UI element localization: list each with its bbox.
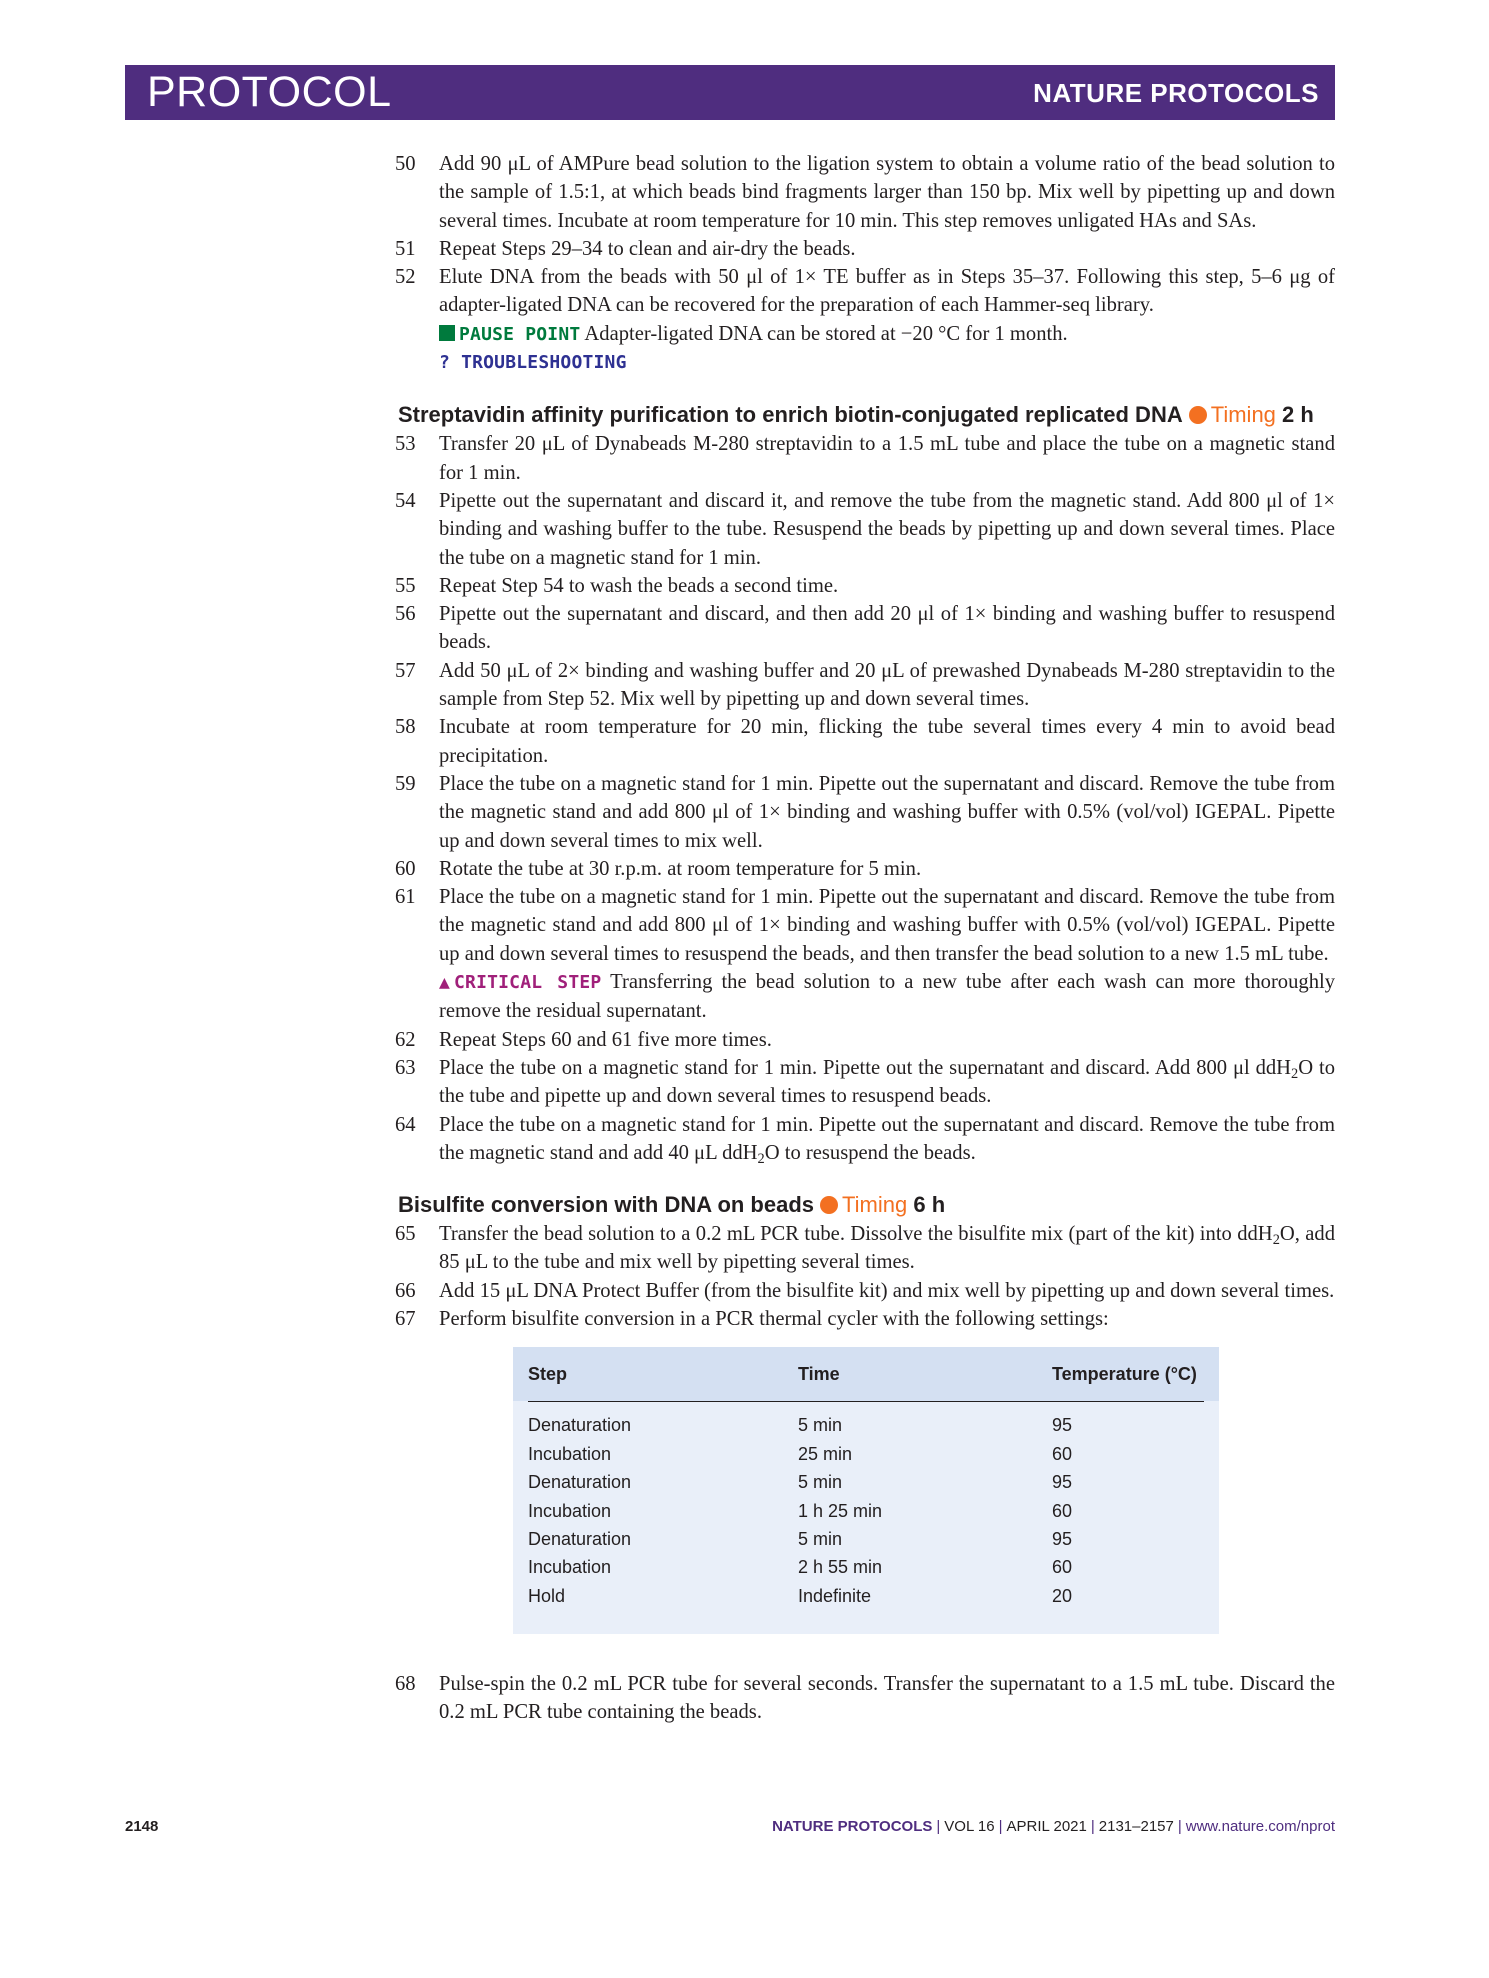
- section-title: Bisulfite conversion with DNA on beads: [398, 1192, 815, 1218]
- step-58: [395, 713, 1335, 770]
- pause-point-text: Adapter-ligated DNA can be stored at −20 °C for 1 month.: [584, 322, 1068, 345]
- footer-volume: VOL 16: [944, 1818, 995, 1835]
- step-number: 63: [395, 1056, 416, 1079]
- step-67: [395, 1305, 1335, 1333]
- timing-dot-icon: [820, 1196, 838, 1214]
- table-header-temperature: Temperature (°C): [1052, 1363, 1197, 1384]
- thermal-cycler-table: [513, 1347, 1219, 1634]
- pause-square-icon: [439, 325, 455, 341]
- step-text: Transfer the bead solution to a 0.2 mL PCR tube. Dissolve the bisulfite mix (part of the kit) into ddH$_2$O, add 85 μL to the tube and mix well by pipetting several times.: [439, 1223, 1336, 1274]
- step-number: 60: [395, 857, 416, 880]
- step-53: [395, 430, 1335, 487]
- page-footer: [125, 1818, 1335, 1840]
- table-header-row: [513, 1347, 1219, 1401]
- step-text: Repeat Step 54 to wash the beads a second time.: [439, 574, 839, 597]
- step-number: 58: [395, 716, 416, 739]
- header-bar: [125, 65, 1335, 120]
- steps-group-b: [395, 430, 1335, 1167]
- critical-triangle-icon: ▲: [439, 972, 454, 994]
- step-number: 59: [395, 772, 416, 795]
- step-59: [395, 770, 1335, 855]
- step-number: 62: [395, 1028, 416, 1051]
- step-50: [395, 150, 1335, 235]
- footer-date: APRIL 2021: [1006, 1818, 1087, 1835]
- step-text: Rotate the tube at 30 r.p.m. at room temperature for 5 min.: [439, 857, 922, 880]
- step-number: 57: [395, 659, 416, 682]
- step-63: [395, 1054, 1335, 1111]
- critical-step: [439, 968, 1335, 1026]
- table-row: Incubation 2 h 55 min 60: [528, 1557, 1073, 1578]
- table-row: Denaturation 5 min 95: [528, 1472, 1073, 1493]
- step-number: 68: [395, 1673, 416, 1696]
- step-text: Perform bisulfite conversion in a PCR thermal cycler with the following settings:: [439, 1307, 1109, 1330]
- table-row: Denaturation 5 min 95: [528, 1415, 1073, 1436]
- footer-citation: NATURE PROTOCOLS | VOL 16 | APRIL 2021 | 2131–2157 | www.nature.com/nprot: [772, 1818, 1335, 1835]
- step-68: [395, 1670, 1335, 1727]
- troubleshooting-link[interactable]: ? TROUBLESHOOTING: [439, 352, 627, 374]
- step-number: 67: [395, 1307, 416, 1330]
- critical-step-text: Transferring the bead solution to a new tube after each wash can more thoroughly remove the residual supernatant.: [439, 971, 1336, 1023]
- section-heading-streptavidin: [398, 400, 1335, 430]
- step-64: [395, 1111, 1335, 1168]
- step-text: Incubate at room temperature for 20 min, flicking the tube several times every 4 min to avoid bead precipitation.: [439, 716, 1335, 767]
- table-header-step: Step: [528, 1363, 568, 1384]
- step-text: Elute DNA from the beads with 50 μl of 1× TE buffer as in Steps 35–37. Following this step, 5–6 μg of adapter-ligated DNA can be recovered for the preparation of each Hammer-seq library.: [439, 266, 1335, 317]
- step-text: Add 15 μL DNA Protect Buffer (from the bisulfite kit) and mix well by pipetting up and down several times.: [439, 1279, 1335, 1302]
- timing-value: 2 h: [1282, 402, 1314, 428]
- footer-url-link[interactable]: www.nature.com/nprot: [1185, 1818, 1335, 1835]
- step-61: [395, 883, 1335, 1025]
- step-text: Transfer 20 μL of Dynabeads M-280 streptavidin to a 1.5 mL tube and place the tube on a magnetic stand for 1 min.: [439, 433, 1335, 484]
- step-text: Place the tube on a magnetic stand for 1 min. Pipette out the supernatant and discard. Add 800 μl ddH$_2$O to the tube and pipette up and down several times to resuspend beads.: [439, 1056, 1335, 1108]
- step-text: Place the tube on a magnetic stand for 1 min. Pipette out the supernatant and discard. Remove the tube from the magnetic stand and add 800 μl of 1× binding and washing buffer with 0.5% (vol/vol) IGEPAL. Pipette up and down several times to mix well.: [439, 772, 1335, 852]
- header-protocol-label: PROTOCOL: [147, 68, 392, 116]
- step-57: [395, 657, 1335, 714]
- step-62: [395, 1026, 1335, 1054]
- step-text: Pipette out the supernatant and discard it, and remove the tube from the magnetic stand. Add 800 μl of 1× binding and washing buffer to the tube. Resuspend the beads by pipetting up and down several times. Place the tube on a magnetic stand for 1 min.: [439, 489, 1335, 569]
- timing-value: 6 h: [913, 1192, 946, 1218]
- table-body: [513, 1402, 1219, 1634]
- table-row: Incubation 1 h 25 min 60: [528, 1500, 1073, 1521]
- critical-step-label: CRITICAL STEP: [454, 972, 602, 994]
- step-number: 53: [395, 433, 416, 456]
- step-text: Repeat Steps 60 and 61 five more times.: [439, 1028, 772, 1051]
- step-text: Add 50 μL of 2× binding and washing buffer and 20 μL of prewashed Dynabeads M-280 streptavidin to the sample from Step 52. Mix well by pipetting up and down several times.: [439, 659, 1335, 711]
- step-52: [395, 263, 1335, 377]
- table-row: Incubation 25 min 60: [528, 1443, 1073, 1464]
- step-54: [395, 487, 1335, 572]
- step-text: Place the tube on a magnetic stand for 1 min. Pipette out the supernatant and discard. Remove the tube from the magnetic stand and add 40 μL ddH$_2$O to resuspend the beads.: [439, 1113, 1335, 1167]
- table-header-time: Time: [798, 1363, 840, 1384]
- timing-dot-icon: [1189, 406, 1207, 424]
- step-51: [395, 235, 1335, 263]
- timing-label: Timing: [842, 1192, 908, 1218]
- steps-group-c: [395, 1220, 1335, 1333]
- step-number: 61: [395, 886, 416, 909]
- step-number: 56: [395, 603, 416, 626]
- page-number: 2148: [125, 1818, 159, 1835]
- step-number: 50: [395, 153, 416, 175]
- step-55: [395, 572, 1335, 600]
- table-row: Hold Indefinite 20: [528, 1585, 1073, 1606]
- step-number: 55: [395, 574, 416, 597]
- step-text: Pipette out the supernatant and discard, and then add 20 μl of 1× binding and washing buffer to resuspend beads.: [439, 603, 1335, 654]
- step-text: Pulse-spin the 0.2 mL PCR tube for several seconds. Transfer the supernatant to a 1.5 mL tube. Discard the 0.2 mL PCR tube containing the beads.: [439, 1673, 1335, 1724]
- step-66: [395, 1277, 1335, 1305]
- steps-group-a: [395, 150, 1335, 377]
- footer-journal: NATURE PROTOCOLS: [772, 1818, 933, 1835]
- step-text: Add 90 μL of AMPure bead solution to the ligation system to obtain a volume ratio of the bead solution to the sample of 1.5:1, at which beads bind fragments larger than 150 bp. Mix well by pipetting up and down several times. Incubate at room temperature for 10 min. This step removes unligated HAs and SAs.: [439, 153, 1335, 232]
- step-number: 51: [395, 237, 416, 260]
- footer-pages: 2131–2157: [1098, 1818, 1174, 1835]
- table-row: Denaturation 5 min 95: [528, 1528, 1073, 1549]
- step-56: [395, 600, 1335, 657]
- header-journal-label: NATURE PROTOCOLS: [1033, 77, 1319, 108]
- step-number: 66: [395, 1279, 416, 1302]
- section-heading-bisulfite: [398, 1190, 1335, 1220]
- step-text: Place the tube on a magnetic stand for 1 min. Pipette out the supernatant and discard. Remove the tube from the magnetic stand and add 800 μl of 1× binding and washing buffer with 0.5% (vol/vol) IGEPAL. Pipette up and down several times to resuspend the beads, and then transfer the bead solution to a new 1.5 mL tube.: [439, 886, 1335, 965]
- step-65: [395, 1220, 1335, 1277]
- pause-point: [439, 320, 1335, 349]
- step-60: [395, 855, 1335, 883]
- section-title: Streptavidin affinity purification to enrich biotin-conjugated replicated DNA: [398, 402, 1183, 428]
- step-number: 52: [395, 266, 416, 289]
- step-text: Repeat Steps 29–34 to clean and air-dry the beads.: [439, 237, 856, 260]
- step-number: 54: [395, 489, 416, 512]
- timing-label: Timing: [1210, 402, 1276, 428]
- pause-point-label: PAUSE POINT: [459, 323, 581, 345]
- step-number: 64: [395, 1113, 416, 1136]
- step-number: 65: [395, 1223, 416, 1246]
- main-content: [395, 150, 1335, 1727]
